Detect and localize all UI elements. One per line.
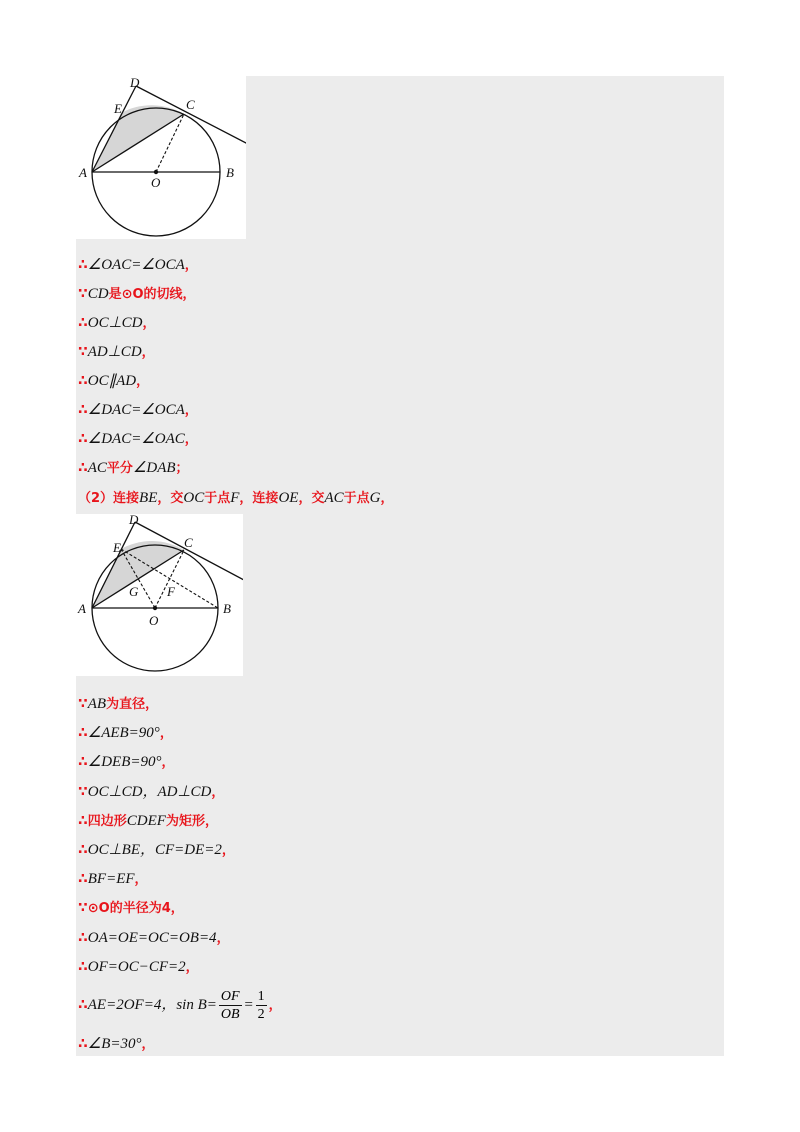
punct: ， <box>134 872 148 887</box>
proof-line-3 <box>78 310 156 336</box>
proof2-line-1 <box>78 691 158 717</box>
therefore-mark: ∴ <box>78 930 88 946</box>
proof2-line-5 <box>78 808 218 834</box>
punct: ， <box>268 998 282 1013</box>
math-expr: ∠DAC=∠OCA <box>87 402 185 418</box>
therefore-mark: ∴ <box>78 813 88 829</box>
therefore-mark: ∴ <box>78 871 88 887</box>
proof-line-6 <box>78 397 198 423</box>
proof-line-4 <box>78 339 155 365</box>
math-expr: OA=OE=OC=OB=4 <box>87 930 217 946</box>
math-ac: AC <box>324 490 344 506</box>
proof2-line-8 <box>78 895 184 921</box>
label-a: A <box>79 165 87 180</box>
punct: ， <box>185 960 199 975</box>
label-o: O <box>151 175 161 190</box>
therefore-mark: ∴ <box>78 997 88 1013</box>
punct: ， <box>159 726 173 741</box>
geometry-figure-2 <box>76 514 243 676</box>
punct: ， <box>211 785 225 800</box>
label-a: A <box>78 601 86 616</box>
therefore-mark: ∴ <box>78 431 88 447</box>
math-expr: ∠AEB=90° <box>87 725 160 741</box>
label-e: E <box>113 540 121 555</box>
punct: ； <box>175 461 189 476</box>
math-expr: ∠DEB=90° <box>87 754 162 770</box>
shaded-region <box>92 105 184 172</box>
because-mark: ∵ <box>78 696 88 712</box>
math-expr: AB <box>87 696 107 712</box>
label-b: B <box>223 601 231 616</box>
label-g: G <box>129 584 139 599</box>
proof-line-5 <box>78 368 149 394</box>
math-g: G <box>369 490 381 506</box>
because-mark: ∵ <box>78 286 88 302</box>
math-oe: OE <box>278 490 299 506</box>
proof2-line-7 <box>78 866 148 892</box>
proof2-line-3 <box>78 749 175 775</box>
math-be: BE <box>139 490 158 506</box>
punct: ， <box>184 258 198 273</box>
math-expr: BF=EF <box>87 871 135 887</box>
punct: ， <box>136 374 150 389</box>
circle-tangent-diagram-2 <box>76 514 243 676</box>
proof-line-7 <box>78 426 198 452</box>
label-f: F <box>167 584 175 599</box>
math-expr: ∠B=30° <box>87 1036 142 1052</box>
therefore-mark: ∴ <box>78 257 88 273</box>
punct: ， <box>380 491 394 506</box>
therefore-mark: ∴ <box>78 1036 88 1052</box>
punct: ， <box>184 403 198 418</box>
math-expr: AD⊥CD <box>87 344 142 360</box>
fraction-numerator: 1 <box>257 989 265 1005</box>
text-jiao-2: ，交 <box>298 491 325 506</box>
center-point-o <box>154 170 158 174</box>
part-2-heading <box>78 485 394 511</box>
geometry-figure-1 <box>76 76 246 239</box>
proof2-line-2 <box>78 720 173 746</box>
math-expr: CD <box>87 286 109 302</box>
statement-text: ⊙O的半径为4， <box>87 901 184 916</box>
math-f: F <box>230 490 240 506</box>
center-point-o-2 <box>153 606 157 610</box>
proof-line-8 <box>78 455 189 481</box>
proof2-line-last <box>78 1031 155 1057</box>
therefore-mark: ∴ <box>78 959 88 975</box>
therefore-mark: ∴ <box>78 754 88 770</box>
math-oc: OC <box>183 490 205 506</box>
statement-text: 是⊙O的切线， <box>108 287 196 302</box>
because-mark: ∵ <box>78 900 88 916</box>
statement-text: 平分 <box>106 461 133 476</box>
label-d: D <box>129 514 139 527</box>
label-d: D <box>130 76 140 90</box>
fraction-denominator: OB <box>220 1007 240 1023</box>
math-expr: OC⊥BE，CF=DE=2 <box>87 842 222 858</box>
statement-text: 为直径， <box>106 697 159 712</box>
punct: ， <box>216 931 230 946</box>
therefore-mark: ∴ <box>78 315 88 331</box>
fraction-one-half <box>256 988 267 1023</box>
fraction-denominator: 2 <box>257 1007 265 1023</box>
because-mark: ∵ <box>78 344 88 360</box>
therefore-mark: ∴ <box>78 402 88 418</box>
math-expr: AE=2OF=4，sin B= <box>87 997 217 1013</box>
math-expr: AC <box>87 460 107 476</box>
punct: ， <box>221 843 235 858</box>
label-c: C <box>184 535 193 550</box>
proof2-line-9 <box>78 925 230 951</box>
math-expr: OF=OC−CF=2 <box>87 959 186 975</box>
therefore-mark: ∴ <box>78 460 88 476</box>
math-expr: ∠OAC=∠OCA <box>87 257 185 273</box>
circle-tangent-diagram-1 <box>76 76 246 239</box>
therefore-mark: ∴ <box>78 373 88 389</box>
text-jiao: ，交 <box>157 491 184 506</box>
punct: ， <box>141 345 155 360</box>
fraction-numerator: OF <box>220 989 240 1005</box>
proof-line-1 <box>78 252 198 278</box>
statement-text: 为矩形， <box>165 814 218 829</box>
math-expr: OC∥AD <box>87 373 137 389</box>
math-expr: OC⊥CD <box>87 315 143 331</box>
therefore-mark: ∴ <box>78 725 88 741</box>
text-yudian: 于点 <box>204 491 231 506</box>
text-yudian-2: 于点 <box>343 491 370 506</box>
label-o: O <box>149 613 159 628</box>
therefore-mark: ∴ <box>78 842 88 858</box>
punct: ， <box>161 755 175 770</box>
proof-line-2 <box>78 281 196 307</box>
label-b: B <box>226 165 234 180</box>
math-expr: ∠DAC=∠OAC <box>87 431 185 447</box>
text-lianjie: ，连接 <box>239 491 279 506</box>
math-expr: OC⊥CD，AD⊥CD <box>87 784 212 800</box>
punct: ， <box>142 316 156 331</box>
equals-sign: = <box>243 997 254 1013</box>
math-expr: CDEF <box>126 813 166 829</box>
proof2-line-sin <box>78 985 282 1025</box>
fraction-of-ob <box>219 988 242 1023</box>
statement-prefix: 四边形 <box>87 814 127 829</box>
proof2-line-4 <box>78 779 224 805</box>
punct: ， <box>184 432 198 447</box>
because-mark: ∵ <box>78 784 88 800</box>
label-c: C <box>186 97 195 112</box>
proof2-line-6 <box>78 837 235 863</box>
label-e: E <box>114 101 122 116</box>
proof2-line-10 <box>78 954 199 980</box>
punct: ， <box>141 1037 155 1052</box>
math-expr-2: ∠DAB <box>132 460 176 476</box>
part-2-prefix: （2）连接 <box>78 491 140 506</box>
